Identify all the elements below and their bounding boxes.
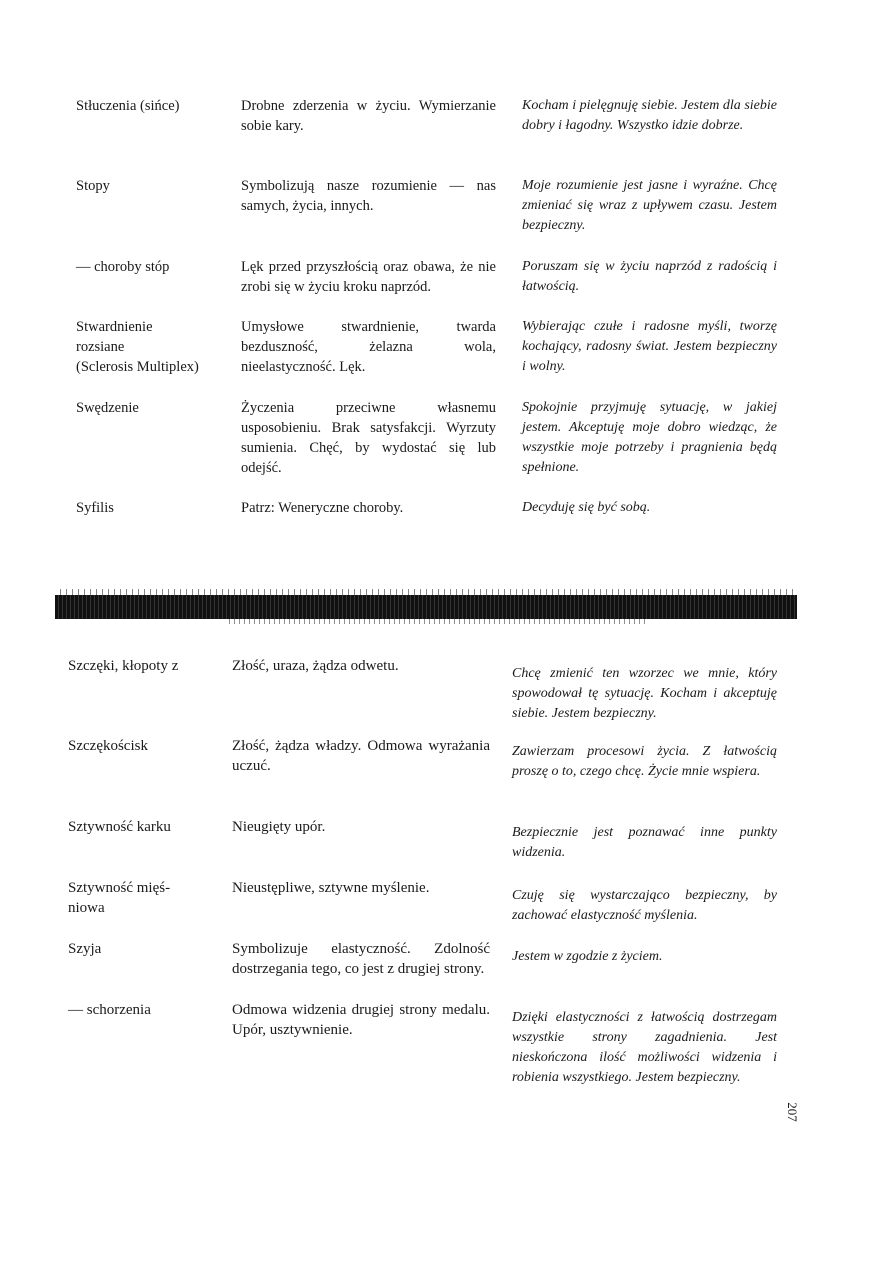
scan-noise-top	[55, 589, 797, 595]
entry-cause: Lęk przed przyszłością oraz obawa, że nie zrobi się w życiu kroku naprzód.	[241, 259, 496, 295]
entry-term: Szczęki, kłopoty z	[68, 658, 179, 674]
entry-cause: Nieugięty upór.	[232, 819, 326, 835]
entry-cause: Drobne zderzenia w życiu. Wymierzanie sobie kary.	[241, 98, 496, 134]
entry-affirmation: Bezpiecznie jest poznawać inne punkty widzenia.	[512, 825, 777, 860]
entry-term: Stwardnienie rozsiane (Sclerosis Multiplex)	[76, 319, 199, 375]
entry-cause: Patrz: Weneryczne choroby.	[241, 500, 404, 516]
entry-term: Swędzenie	[76, 400, 139, 416]
entry-affirmation: Kocham i pielęgnuję siebie. Jestem dla siebie dobry i łagodny. Wszystko idzie dobrze.	[522, 98, 777, 133]
entry-cause: Umysłowe stwardnienie, twarda bezduszność, żelazna wola, nieelastyczność. Lęk.	[241, 319, 496, 375]
entry-cause: Złość, uraza, żądza odwetu.	[232, 658, 399, 674]
entry-term: Szczękościsk	[68, 738, 148, 754]
entry-term: Sztywność karku	[68, 819, 171, 835]
entry-term: Sztywność mięś- niowa	[68, 880, 171, 916]
entry-term: Syfilis	[76, 500, 114, 516]
entry-cause: Życzenia przeciwne własnemu usposobieniu. Brak satysfakcji. Wyrzuty sumienia. Chęć, by wydostać się lub odejść.	[241, 400, 496, 476]
entry-term: — schorzenia	[68, 1002, 151, 1018]
entry-affirmation: Chcę zmienić ten wzorzec we mnie, który spowodował tę sytuację. Kocham i akceptuję siebie. Jestem bezpieczny.	[512, 666, 777, 721]
entry-term: Stłuczenia (sińce)	[76, 98, 180, 114]
entry-affirmation: Poruszam się w życiu naprzód z radością i łatwością.	[522, 259, 777, 294]
entry-cause: Symbolizują nasze rozumienie — nas samych, życia, innych.	[241, 178, 496, 214]
entry-affirmation: Moje rozumienie jest jasne i wyraźne. Chcę zmieniać się wraz z upływem czasu. Jestem bezpieczny.	[522, 178, 777, 233]
entry-affirmation: Wybierając czułe i radosne myśli, tworzę kochający, radosny świat. Jestem bezpieczny i wolny.	[522, 319, 777, 374]
entry-term: Szyja	[68, 941, 102, 957]
entry-affirmation: Jestem w zgodzie z życiem.	[512, 949, 663, 964]
entry-term: Stopy	[76, 178, 110, 194]
scan-noise-bottom	[225, 619, 645, 624]
entry-affirmation: Spokojnie przyjmuję sytuację, w jakiej jestem. Akceptuję moje dobro wiedząc, że wszystkie moje potrzeby i pragnienia będą spełnione.	[522, 400, 777, 475]
entry-affirmation: Dzięki elastyczności z łatwością dostrzegam wszystkie strony zagadnienia. Jest nieskończona ilość możliwości widzenia i robienia wszystkiego. Jestem bezpieczny.	[512, 1010, 777, 1085]
entry-cause: Nieustępliwe, sztywne myślenie.	[232, 880, 430, 896]
entry-cause: Złość, żądza władzy. Odmowa wyrażania uczuć.	[232, 738, 490, 774]
entry-affirmation: Decyduję się być sobą.	[522, 500, 651, 515]
entry-term: — choroby stóp	[76, 259, 170, 275]
entry-affirmation: Zawierzam procesowi życia. Z łatwością proszę o to, czego chcę. Życie mnie wspiera.	[512, 744, 777, 779]
entry-cause: Symbolizuje elastyczność. Zdolność dostrzegania tego, co jest z drugiej strony.	[232, 941, 490, 977]
entry-affirmation: Czuję się wystarczająco bezpieczny, by zachować elastyczność myślenia.	[512, 888, 777, 923]
page-number: 207	[784, 1102, 800, 1122]
scan-artifact-bar	[55, 595, 797, 619]
entry-cause: Odmowa widzenia drugiej strony medalu. Upór, usztywnienie.	[232, 1002, 490, 1038]
